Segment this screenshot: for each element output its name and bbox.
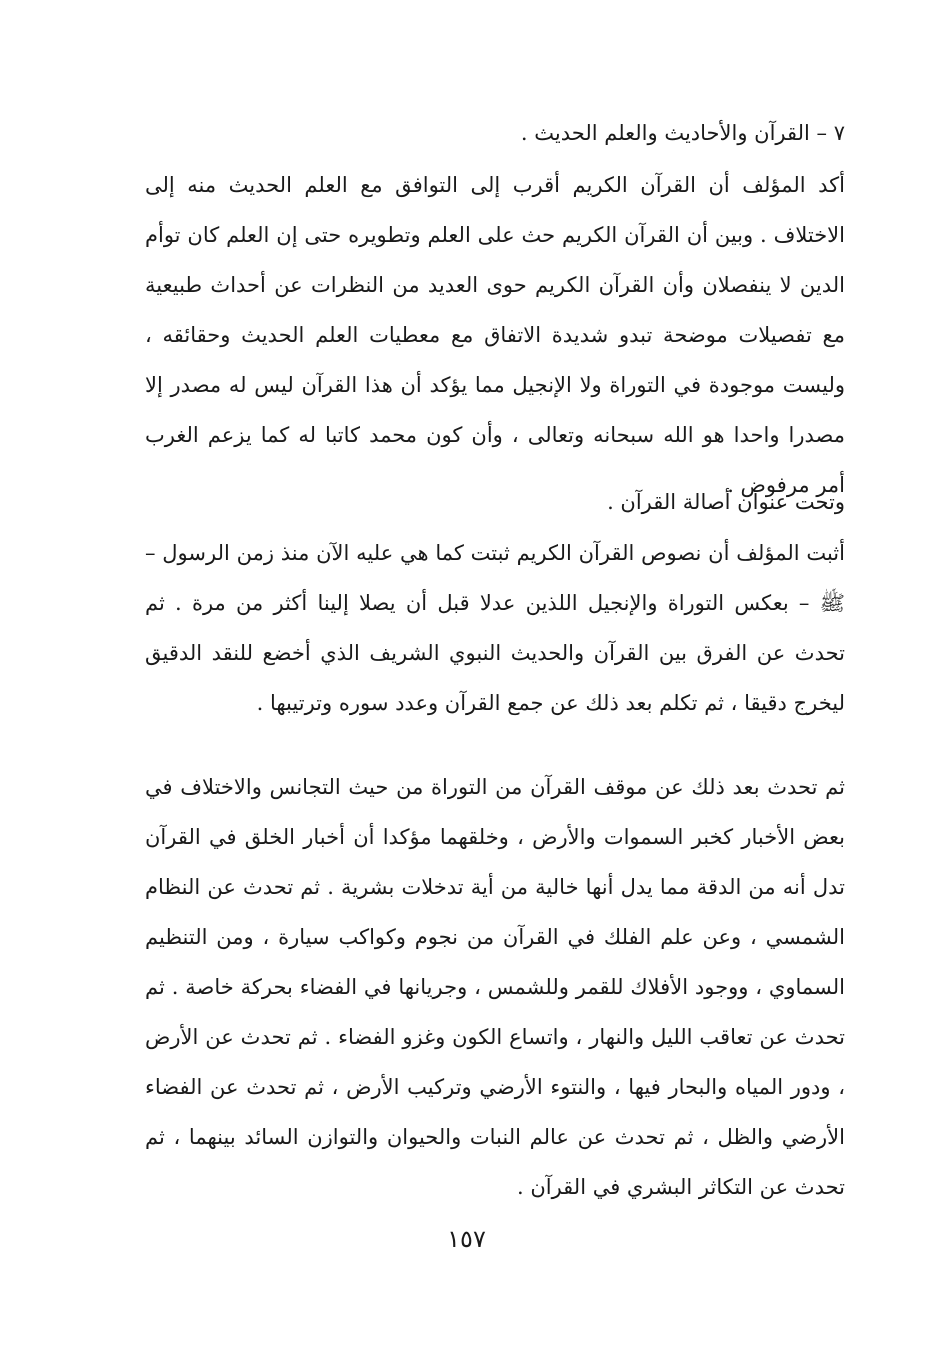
subsection-heading: وتحت عنوان أصالة القرآن . [607,490,845,514]
paragraph-creation-topics: ثم تحدث بعد ذلك عن موقف القرآن من التوراة من حيث التجانس والاختلاف في بعض الأخبار كخبر السموات والأرض ، وخلقهما مؤكدا أن أخبار الخلق في القرآن تدل أنه من الدقة مما يدل أنها خالية من أية تدخلات بشرية . ثم تحدث عن النظام الشمسي ، وعن علم الفلك في القرآن من نجوم وكواكب سيارة ، ومن التنظيم السماوي ، ووجود الأفلاك للقمر وللشمس ، وجريانها في الفضاء بحركة خاصة . ثم تحدث عن تعاقب الليل والنهار ، واتساع الكون وغزو الفضاء . ثم تحدث عن الأرض ، ودور المياه والبحار فيها ، والنتوء الأرضي وتركيب الأرض ، ثم تحدث عن الفضاء الأرضي والظل ، ثم تحدث عن عالم النبات والحيوان والتوازن السائد بينهما ، ثم تحدث عن التكاثر البشري في القرآن . [145,775,845,1199]
section-heading: ٧ – القرآن والأحاديث والعلم الحديث . [520,121,845,145]
paragraph-authenticity: أثبت المؤلف أن نصوص القرآن الكريم ثبتت كما هي عليه الآن منذ زمن الرسول – ﷺ – بعكس التوراة والإنجيل اللذين عدلا قبل أن يصلا إلينا أكثر من مرة . ثم تحدث عن الفرق بين القرآن والحديث النبوي الشريف الذي أخضع للنقد الدقيق ليخرج دقيقا ، ثم تكلم بعد ذلك عن جمع القرآن وعدد سوره وترتيبها . [145,541,845,715]
page-number: ١٥٧ [447,1225,486,1253]
paragraph-quran-and-science: أكد المؤلف أن القرآن الكريم أقرب إلى التوافق مع العلم الحديث منه إلى الاختلاف . وبين أن القرآن الكريم حث على العلم وتطويره حتى إن العلم كان توأم الدين لا ينفصلان وأن القرآن الكريم حوى العديد من النظرات عن أحداث طبيعية مع تفصيلات موضحة تبدو شديدة الاتفاق مع معطيات العلم الحديث وحقائقه ، وليست موجودة في التوراة ولا الإنجيل مما يؤكد أن هذا القرآن ليس له مصدر إلا مصدرا واحدا هو الله سبحانه وتعالى ، وأن كون محمد كاتبا له كما يزعم الغرب أمر مرفوض . [145,173,845,497]
